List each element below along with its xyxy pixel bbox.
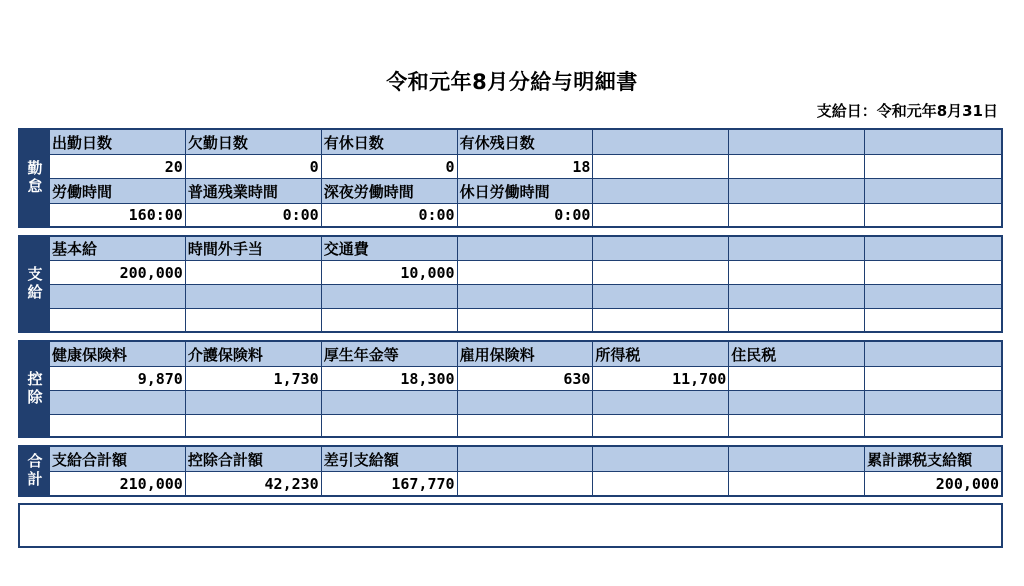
label-cell: 労働時間 xyxy=(50,179,186,204)
pay-date: 支給日：令和元年8月31日 xyxy=(816,102,998,120)
value-cell: 0 xyxy=(322,155,458,179)
value-cell xyxy=(50,415,186,436)
label-cell: 休日労働時間 xyxy=(458,179,594,204)
value-cell xyxy=(865,415,1001,436)
label-cell xyxy=(186,285,322,309)
label-cell xyxy=(50,391,186,415)
value-cell: 18 xyxy=(458,155,594,179)
value-cell xyxy=(729,155,865,179)
value-cell: 18,300 xyxy=(322,367,458,391)
payment-grid xyxy=(50,237,1001,331)
label-cell xyxy=(458,237,594,261)
value-cell xyxy=(186,415,322,436)
value-cell xyxy=(593,204,729,226)
value-cell xyxy=(729,261,865,285)
value-cell xyxy=(186,261,322,285)
label-cell: 普通残業時間 xyxy=(186,179,322,204)
label-cell: 所得税 xyxy=(593,342,729,367)
label-cell: 深夜労働時間 xyxy=(322,179,458,204)
label-cell xyxy=(458,447,594,472)
value-cell xyxy=(322,415,458,436)
value-cell xyxy=(593,155,729,179)
label-cell xyxy=(593,285,729,309)
value-cell: 10,000 xyxy=(322,261,458,285)
label-cell xyxy=(729,237,865,261)
value-cell xyxy=(729,415,865,436)
value-cell: 200,000 xyxy=(865,472,1001,495)
label-cell: 交通費 xyxy=(322,237,458,261)
label-cell xyxy=(593,179,729,204)
label-cell: 時間外手当 xyxy=(186,237,322,261)
payment-side-label: 支給 xyxy=(20,237,50,331)
label-cell xyxy=(865,130,1001,155)
value-cell: 0 xyxy=(186,155,322,179)
value-cell xyxy=(729,367,865,391)
memo-box xyxy=(18,503,1003,548)
label-cell: 控除合計額 xyxy=(186,447,322,472)
label-cell: 出勤日数 xyxy=(50,130,186,155)
label-cell xyxy=(593,237,729,261)
value-cell: 0:00 xyxy=(322,204,458,226)
value-cell xyxy=(458,472,594,495)
label-cell xyxy=(729,447,865,472)
label-cell: 有休日数 xyxy=(322,130,458,155)
value-cell xyxy=(865,367,1001,391)
value-cell xyxy=(50,309,186,331)
label-cell: 介護保険料 xyxy=(186,342,322,367)
label-cell: 基本給 xyxy=(50,237,186,261)
label-cell: 住民税 xyxy=(729,342,865,367)
label-cell xyxy=(322,391,458,415)
value-cell xyxy=(458,415,594,436)
value-cell: 210,000 xyxy=(50,472,186,495)
value-cell: 0:00 xyxy=(458,204,594,226)
value-cell: 160:00 xyxy=(50,204,186,226)
label-cell xyxy=(593,130,729,155)
value-cell xyxy=(729,472,865,495)
value-cell xyxy=(593,261,729,285)
label-cell xyxy=(593,447,729,472)
label-cell xyxy=(865,285,1001,309)
value-cell xyxy=(729,309,865,331)
label-cell xyxy=(865,237,1001,261)
value-cell: 9,870 xyxy=(50,367,186,391)
label-cell: 欠勤日数 xyxy=(186,130,322,155)
totals-side-label: 合計 xyxy=(20,447,50,495)
label-cell xyxy=(729,130,865,155)
label-cell xyxy=(865,391,1001,415)
payment-section xyxy=(18,235,1003,333)
value-cell xyxy=(458,309,594,331)
value-cell: 630 xyxy=(458,367,594,391)
label-cell xyxy=(186,391,322,415)
totals-grid xyxy=(50,447,1001,495)
value-cell xyxy=(729,204,865,226)
value-cell xyxy=(458,261,594,285)
label-cell: 雇用保険料 xyxy=(458,342,594,367)
label-cell: 健康保険料 xyxy=(50,342,186,367)
value-cell xyxy=(186,309,322,331)
label-cell xyxy=(458,285,594,309)
deduction-grid xyxy=(50,342,1001,436)
value-cell xyxy=(593,415,729,436)
label-cell: 累計課税支給額 xyxy=(865,447,1001,472)
label-cell xyxy=(458,391,594,415)
label-cell: 厚生年金等 xyxy=(322,342,458,367)
label-cell xyxy=(729,391,865,415)
deduction-side-label: 控除 xyxy=(20,342,50,436)
value-cell xyxy=(865,155,1001,179)
label-cell xyxy=(593,391,729,415)
value-cell: 200,000 xyxy=(50,261,186,285)
value-cell: 1,730 xyxy=(186,367,322,391)
label-cell: 差引支給額 xyxy=(322,447,458,472)
attendance-grid xyxy=(50,130,1001,226)
value-cell: 11,700 xyxy=(593,367,729,391)
label-cell xyxy=(50,285,186,309)
value-cell: 167,770 xyxy=(322,472,458,495)
value-cell xyxy=(865,261,1001,285)
label-cell xyxy=(729,179,865,204)
deduction-section xyxy=(18,340,1003,438)
page-title: 令和元年8月分給与明細書 xyxy=(386,70,638,94)
totals-section xyxy=(18,445,1003,497)
value-cell xyxy=(865,309,1001,331)
label-cell: 有休残日数 xyxy=(458,130,594,155)
attendance-section xyxy=(18,128,1003,228)
label-cell xyxy=(322,285,458,309)
value-cell: 42,230 xyxy=(186,472,322,495)
value-cell xyxy=(593,309,729,331)
label-cell xyxy=(865,179,1001,204)
label-cell: 支給合計額 xyxy=(50,447,186,472)
value-cell xyxy=(322,309,458,331)
value-cell xyxy=(593,472,729,495)
label-cell xyxy=(865,342,1001,367)
value-cell: 0:00 xyxy=(186,204,322,226)
value-cell xyxy=(865,204,1001,226)
value-cell: 20 xyxy=(50,155,186,179)
attendance-side-label: 勤怠 xyxy=(20,130,50,226)
label-cell xyxy=(729,285,865,309)
